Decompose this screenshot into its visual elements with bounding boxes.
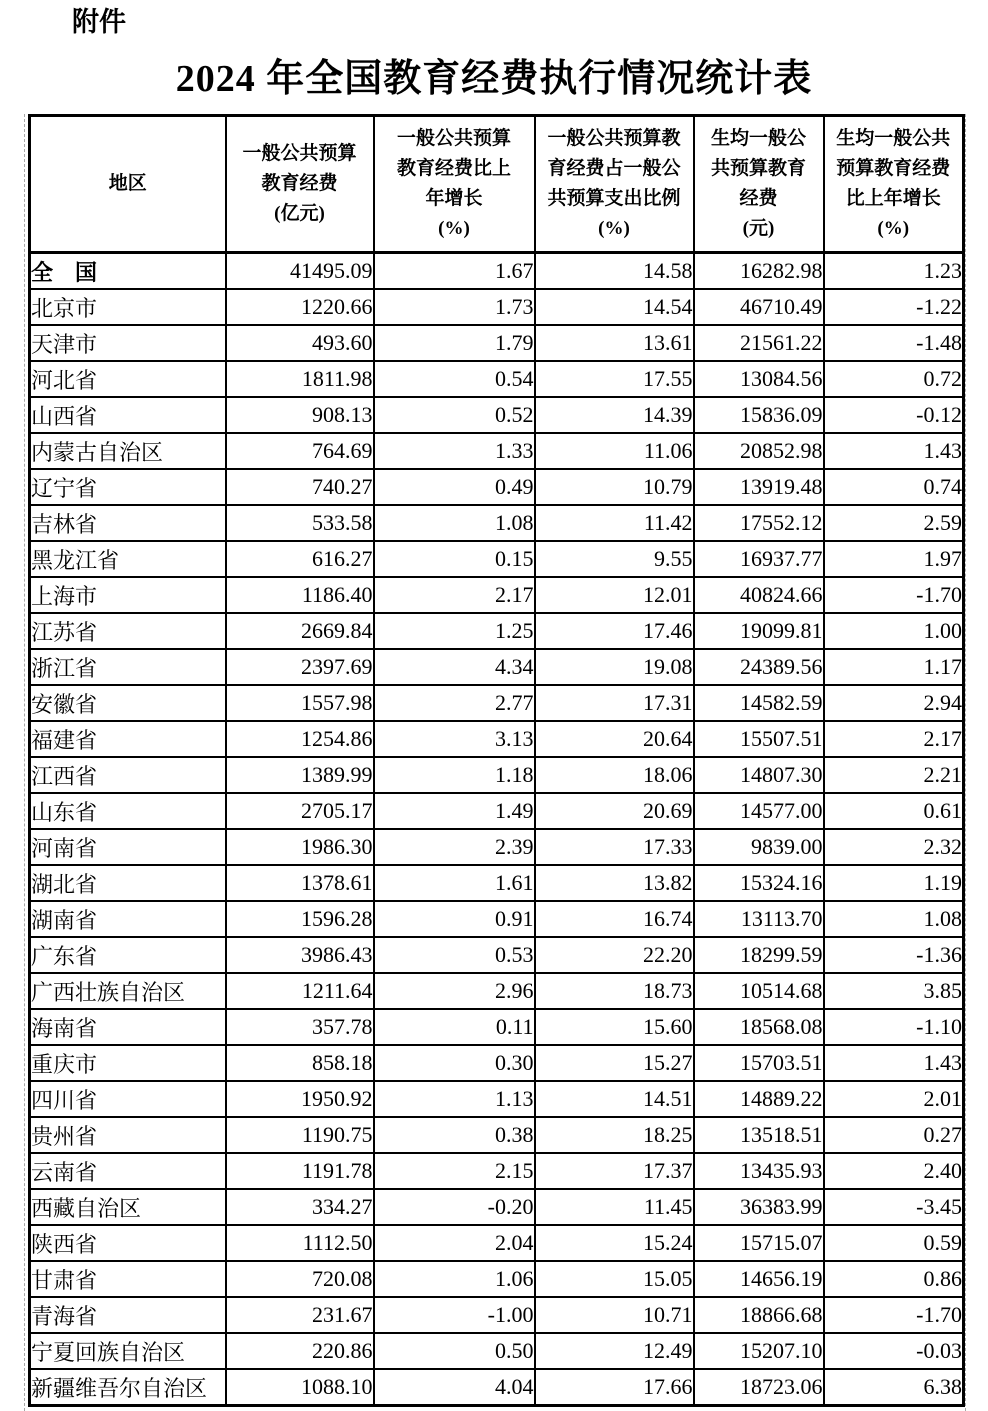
cell-per-student-growth: 0.72 (824, 361, 964, 397)
column-header-budget-total (226, 116, 374, 253)
table-row (30, 1117, 964, 1153)
table-row (30, 973, 964, 1009)
cell-budget-share: 11.45 (535, 1189, 694, 1225)
column-header-line: 共预算教育 (710, 158, 806, 179)
column-header-per-student (694, 116, 824, 253)
cell-budget-share: 14.51 (535, 1081, 694, 1117)
cell-budget-growth: -0.20 (374, 1189, 535, 1225)
table-row (30, 1081, 964, 1117)
table-row (30, 577, 964, 613)
cell-per-student: 18568.08 (694, 1009, 824, 1045)
cell-budget-share: 14.54 (535, 289, 694, 325)
region-name: 贵州省 (30, 1117, 226, 1153)
table-row (30, 325, 964, 361)
cell-budget-share: 12.01 (535, 577, 694, 613)
region-name: 安徽省 (30, 685, 226, 721)
cell-per-student: 15703.51 (694, 1045, 824, 1081)
cell-budget-growth: 0.53 (374, 937, 535, 973)
cell-budget-total: 720.08 (226, 1261, 374, 1297)
cell-budget-total: 2669.84 (226, 613, 374, 649)
attachment-label: 附件 (72, 7, 126, 37)
cell-per-student-growth: -1.48 (824, 325, 964, 361)
cell-budget-growth: 4.34 (374, 649, 535, 685)
page-margin-guide-right (965, 114, 966, 1411)
cell-budget-growth: 2.15 (374, 1153, 535, 1189)
table-row (30, 865, 964, 901)
cell-per-student: 15715.07 (694, 1225, 824, 1261)
cell-budget-total: 616.27 (226, 541, 374, 577)
cell-per-student-growth: 1.17 (824, 649, 964, 685)
table-row (30, 253, 964, 290)
cell-budget-growth: 2.77 (374, 685, 535, 721)
page-margin-guide-left (24, 114, 25, 1411)
cell-per-student-growth: 2.01 (824, 1081, 964, 1117)
cell-budget-total: 220.86 (226, 1333, 374, 1369)
cell-per-student-growth: 6.38 (824, 1369, 964, 1406)
cell-budget-share: 17.46 (535, 613, 694, 649)
cell-per-student: 21561.22 (694, 325, 824, 361)
column-header-line: 育经费占一般公 (547, 158, 681, 179)
cell-budget-share: 19.08 (535, 649, 694, 685)
cell-budget-share: 13.82 (535, 865, 694, 901)
cell-budget-share: 17.31 (535, 685, 694, 721)
cell-per-student-growth: -3.45 (824, 1189, 964, 1225)
column-header-line: 教育经费 (261, 173, 338, 194)
cell-per-student-growth: 0.27 (824, 1117, 964, 1153)
cell-per-student-growth: 2.21 (824, 757, 964, 793)
cell-budget-growth: 1.18 (374, 757, 535, 793)
cell-budget-share: 17.37 (535, 1153, 694, 1189)
column-header-line: 比上年增长 (845, 188, 941, 209)
region-name: 上海市 (30, 577, 226, 613)
column-header-line: 共预算支出比例 (547, 188, 681, 209)
table-row (30, 1153, 964, 1189)
cell-per-student: 16282.98 (694, 253, 824, 290)
cell-budget-growth: 1.73 (374, 289, 535, 325)
cell-per-student: 15207.10 (694, 1333, 824, 1369)
cell-per-student: 18866.68 (694, 1297, 824, 1333)
region-name: 甘肃省 (30, 1261, 226, 1297)
cell-per-student: 20852.98 (694, 433, 824, 469)
cell-budget-share: 15.27 (535, 1045, 694, 1081)
cell-budget-total: 41495.09 (226, 253, 374, 290)
cell-budget-total: 3986.43 (226, 937, 374, 973)
page-title: 2024 年全国教育经费执行情况统计表 (175, 58, 813, 100)
table-row (30, 1369, 964, 1406)
table-row (30, 1189, 964, 1225)
column-header-line: 教育经费比上 (396, 158, 511, 179)
region-name: 河南省 (30, 829, 226, 865)
table-row (30, 829, 964, 865)
cell-budget-growth: 1.08 (374, 505, 535, 541)
cell-budget-total: 1186.40 (226, 577, 374, 613)
cell-per-student: 14577.00 (694, 793, 824, 829)
region-name: 北京市 (30, 289, 226, 325)
region-name: 河北省 (30, 361, 226, 397)
table-row (30, 1297, 964, 1333)
cell-per-student-growth: -1.70 (824, 1297, 964, 1333)
cell-budget-growth: -1.00 (374, 1297, 535, 1333)
cell-budget-total: 1254.86 (226, 721, 374, 757)
cell-budget-growth: 0.38 (374, 1117, 535, 1153)
table-row (30, 289, 964, 325)
cell-budget-share: 14.58 (535, 253, 694, 290)
cell-budget-growth: 2.17 (374, 577, 535, 613)
cell-budget-total: 1190.75 (226, 1117, 374, 1153)
cell-per-student: 14807.30 (694, 757, 824, 793)
table-row (30, 901, 964, 937)
cell-budget-share: 16.74 (535, 901, 694, 937)
cell-budget-share: 18.25 (535, 1117, 694, 1153)
cell-budget-total: 908.13 (226, 397, 374, 433)
table-row (30, 361, 964, 397)
column-header-line: 预算教育经费 (836, 158, 951, 179)
cell-per-student: 14656.19 (694, 1261, 824, 1297)
table-row (30, 649, 964, 685)
statistics-table-zone (28, 114, 964, 1407)
cell-per-student: 9839.00 (694, 829, 824, 865)
cell-budget-total: 1378.61 (226, 865, 374, 901)
cell-budget-growth: 2.96 (374, 973, 535, 1009)
cell-per-student: 18299.59 (694, 937, 824, 973)
cell-budget-growth: 0.11 (374, 1009, 535, 1045)
cell-budget-total: 858.18 (226, 1045, 374, 1081)
region-name: 四川省 (30, 1081, 226, 1117)
cell-budget-growth: 0.52 (374, 397, 535, 433)
region-name: 湖南省 (30, 901, 226, 937)
cell-per-student: 13518.51 (694, 1117, 824, 1153)
region-name: 云南省 (30, 1153, 226, 1189)
table-row (30, 757, 964, 793)
cell-per-student-growth: 0.74 (824, 469, 964, 505)
column-header-line: (%) (598, 218, 630, 239)
cell-budget-share: 10.79 (535, 469, 694, 505)
cell-budget-total: 1389.99 (226, 757, 374, 793)
cell-budget-growth: 1.79 (374, 325, 535, 361)
cell-budget-total: 1950.92 (226, 1081, 374, 1117)
cell-budget-total: 1557.98 (226, 685, 374, 721)
cell-per-student-growth: 0.86 (824, 1261, 964, 1297)
cell-budget-share: 15.05 (535, 1261, 694, 1297)
cell-budget-share: 20.69 (535, 793, 694, 829)
cell-budget-share: 12.49 (535, 1333, 694, 1369)
cell-budget-share: 17.33 (535, 829, 694, 865)
cell-per-student-growth: 1.19 (824, 865, 964, 901)
cell-budget-growth: 2.39 (374, 829, 535, 865)
cell-per-student: 46710.49 (694, 289, 824, 325)
cell-per-student-growth: 1.00 (824, 613, 964, 649)
region-name: 海南省 (30, 1009, 226, 1045)
cell-per-student-growth: 2.32 (824, 829, 964, 865)
table-header (30, 116, 964, 253)
table-row (30, 721, 964, 757)
cell-budget-total: 231.67 (226, 1297, 374, 1333)
cell-per-student-growth: 3.85 (824, 973, 964, 1009)
cell-per-student: 18723.06 (694, 1369, 824, 1406)
cell-per-student-growth: 0.59 (824, 1225, 964, 1261)
cell-per-student-growth: 2.59 (824, 505, 964, 541)
cell-per-student-growth: 2.17 (824, 721, 964, 757)
region-name: 黑龙江省 (30, 541, 226, 577)
cell-budget-total: 2705.17 (226, 793, 374, 829)
region-name: 青海省 (30, 1297, 226, 1333)
table-row (30, 433, 964, 469)
region-name: 内蒙古自治区 (30, 433, 226, 469)
cell-per-student: 17552.12 (694, 505, 824, 541)
table-header-row (30, 116, 964, 253)
table-body (30, 253, 964, 1406)
cell-budget-total: 1986.30 (226, 829, 374, 865)
cell-per-student-growth: 0.61 (824, 793, 964, 829)
cell-budget-growth: 3.13 (374, 721, 535, 757)
cell-budget-share: 22.20 (535, 937, 694, 973)
table-row (30, 541, 964, 577)
cell-budget-growth: 1.49 (374, 793, 535, 829)
region-name: 重庆市 (30, 1045, 226, 1081)
column-header-budget-share (535, 116, 694, 253)
region-name: 天津市 (30, 325, 226, 361)
cell-per-student-growth: 1.08 (824, 901, 964, 937)
cell-budget-total: 493.60 (226, 325, 374, 361)
region-name: 湖北省 (30, 865, 226, 901)
cell-per-student: 14889.22 (694, 1081, 824, 1117)
column-header-line: 生均一般公共 (836, 128, 951, 149)
cell-budget-total: 533.58 (226, 505, 374, 541)
cell-budget-total: 357.78 (226, 1009, 374, 1045)
cell-budget-total: 1811.98 (226, 361, 374, 397)
cell-per-student: 24389.56 (694, 649, 824, 685)
cell-budget-share: 17.66 (535, 1369, 694, 1406)
region-name: 江苏省 (30, 613, 226, 649)
cell-budget-share: 11.42 (535, 505, 694, 541)
cell-per-student: 15836.09 (694, 397, 824, 433)
cell-budget-share: 18.06 (535, 757, 694, 793)
region-name: 浙江省 (30, 649, 226, 685)
table-row (30, 1261, 964, 1297)
cell-budget-share: 9.55 (535, 541, 694, 577)
cell-budget-growth: 1.25 (374, 613, 535, 649)
cell-budget-share: 10.71 (535, 1297, 694, 1333)
cell-budget-growth: 4.04 (374, 1369, 535, 1406)
column-header-region (30, 116, 226, 253)
cell-per-student: 16937.77 (694, 541, 824, 577)
cell-per-student-growth: -1.36 (824, 937, 964, 973)
column-header-line: (元) (742, 218, 775, 239)
table-row (30, 1045, 964, 1081)
cell-per-student-growth: -0.03 (824, 1333, 964, 1369)
cell-per-student-growth: 1.23 (824, 253, 964, 290)
column-header-line: 地区 (108, 173, 147, 194)
cell-budget-growth: 1.67 (374, 253, 535, 290)
cell-budget-share: 20.64 (535, 721, 694, 757)
region-name: 吉林省 (30, 505, 226, 541)
column-header-line: 一般公共预算教 (547, 128, 681, 149)
cell-per-student-growth: -0.12 (824, 397, 964, 433)
cell-per-student: 14582.59 (694, 685, 824, 721)
table-row (30, 793, 964, 829)
column-header-line: (%) (438, 218, 470, 239)
cell-per-student: 15507.51 (694, 721, 824, 757)
region-name: 新疆维吾尔自治区 (30, 1369, 226, 1406)
cell-per-student: 13919.48 (694, 469, 824, 505)
region-name: 广东省 (30, 937, 226, 973)
table-row (30, 685, 964, 721)
column-header-line: (亿元) (274, 203, 325, 224)
cell-budget-share: 15.60 (535, 1009, 694, 1045)
cell-budget-share: 11.06 (535, 433, 694, 469)
cell-budget-share: 14.39 (535, 397, 694, 433)
cell-budget-growth: 2.04 (374, 1225, 535, 1261)
cell-budget-share: 18.73 (535, 973, 694, 1009)
cell-budget-share: 13.61 (535, 325, 694, 361)
cell-per-student-growth: 2.40 (824, 1153, 964, 1189)
column-header-budget-growth (374, 116, 535, 253)
column-header-line: 经费 (739, 188, 778, 209)
table-row (30, 469, 964, 505)
cell-budget-growth: 0.30 (374, 1045, 535, 1081)
column-header-line: 一般公共预算 (396, 128, 511, 149)
cell-per-student: 19099.81 (694, 613, 824, 649)
region-name: 陕西省 (30, 1225, 226, 1261)
cell-budget-growth: 0.49 (374, 469, 535, 505)
region-name: 宁夏回族自治区 (30, 1333, 226, 1369)
region-name: 山西省 (30, 397, 226, 433)
region-name: 福建省 (30, 721, 226, 757)
column-header-per-student-growth (824, 116, 964, 253)
cell-budget-total: 764.69 (226, 433, 374, 469)
cell-budget-total: 334.27 (226, 1189, 374, 1225)
cell-per-student: 13113.70 (694, 901, 824, 937)
cell-budget-growth: 1.13 (374, 1081, 535, 1117)
region-name: 广西壮族自治区 (30, 973, 226, 1009)
statistics-table (28, 114, 965, 1407)
cell-per-student: 13435.93 (694, 1153, 824, 1189)
cell-budget-total: 1088.10 (226, 1369, 374, 1406)
cell-budget-growth: 1.06 (374, 1261, 535, 1297)
column-header-line: (%) (877, 218, 910, 239)
cell-per-student: 15324.16 (694, 865, 824, 901)
cell-budget-growth: 0.15 (374, 541, 535, 577)
cell-budget-share: 15.24 (535, 1225, 694, 1261)
region-name: 全 国 (30, 253, 226, 290)
cell-per-student-growth: -1.70 (824, 577, 964, 613)
column-header-line: 一般公共预算 (242, 143, 357, 164)
cell-budget-total: 1220.66 (226, 289, 374, 325)
cell-per-student-growth: -1.22 (824, 289, 964, 325)
cell-per-student: 10514.68 (694, 973, 824, 1009)
cell-per-student-growth: 2.94 (824, 685, 964, 721)
cell-budget-share: 17.55 (535, 361, 694, 397)
cell-budget-total: 1211.64 (226, 973, 374, 1009)
table-row (30, 937, 964, 973)
region-name: 江西省 (30, 757, 226, 793)
column-header-line: 生均一般公 (710, 128, 806, 149)
cell-budget-growth: 1.61 (374, 865, 535, 901)
cell-per-student-growth: 1.43 (824, 1045, 964, 1081)
cell-budget-total: 1112.50 (226, 1225, 374, 1261)
table-row (30, 1333, 964, 1369)
table-row (30, 613, 964, 649)
cell-budget-growth: 1.33 (374, 433, 535, 469)
cell-budget-total: 740.27 (226, 469, 374, 505)
cell-per-student-growth: -1.10 (824, 1009, 964, 1045)
region-name: 西藏自治区 (30, 1189, 226, 1225)
region-name: 辽宁省 (30, 469, 226, 505)
cell-budget-growth: 0.50 (374, 1333, 535, 1369)
table-row (30, 1225, 964, 1261)
cell-per-student: 13084.56 (694, 361, 824, 397)
cell-budget-total: 1596.28 (226, 901, 374, 937)
cell-per-student: 36383.99 (694, 1189, 824, 1225)
cell-per-student-growth: 1.43 (824, 433, 964, 469)
cell-budget-total: 2397.69 (226, 649, 374, 685)
region-name: 山东省 (30, 793, 226, 829)
cell-budget-total: 1191.78 (226, 1153, 374, 1189)
column-header-line: 年增长 (425, 188, 483, 209)
cell-budget-growth: 0.54 (374, 361, 535, 397)
table-row (30, 1009, 964, 1045)
table-row (30, 505, 964, 541)
cell-per-student-growth: 1.97 (824, 541, 964, 577)
cell-per-student: 40824.66 (694, 577, 824, 613)
table-row (30, 397, 964, 433)
cell-budget-growth: 0.91 (374, 901, 535, 937)
